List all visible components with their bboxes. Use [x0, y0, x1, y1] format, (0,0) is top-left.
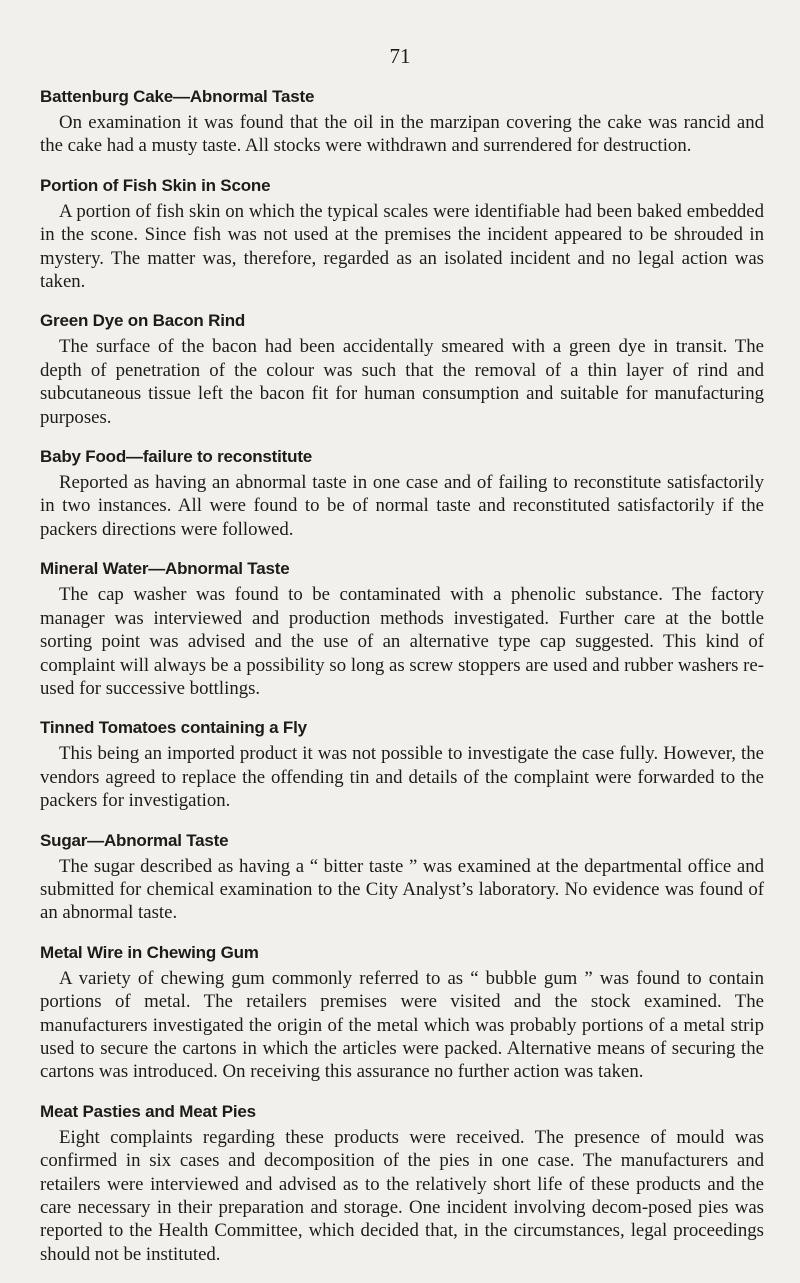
section-paragraph: This being an imported product it was not possible to investigate the case fully. However, the vendors agreed to replace the offending tin and details of the complaint were forwarded to the packers for investigation.	[40, 743, 764, 812]
section-battenburg-cake	[40, 86, 764, 158]
section-mineral-water	[40, 558, 764, 700]
section-paragraph: On examination it was found that the oil in the marzipan covering the cake was rancid and the cake had a musty taste. All stocks were withdrawn and surrendered for destruction.	[40, 112, 764, 157]
section-heading: Sugar—Abnormal Taste	[40, 830, 229, 850]
section-heading: Baby Food—failure to reconstitute	[40, 447, 313, 467]
section-paragraph: Eight complaints regarding these products were received. The presence of mould was confirmed in six cases and decomposition of the pies in one case. The manufacturers and retailers were interviewed and advised as to the relatively short life of these products and the care necessary in their preparation and storage. One incident involving decom-posed pies was reported to the Health Committee, which decided that, in the circumstances, legal proceedings should not be instituted.	[40, 1126, 764, 1265]
section-paragraph: The cap washer was found to be contaminated with a phenolic substance. The factory manager was interviewed and production methods investigated. Further care at the bottle sorting point was advised and the use of an alternative type cap suggested. This kind of complaint will always be a possibility so long as screw stoppers are used and rubber washers re-used for successive bottlings.	[40, 584, 764, 699]
section-paragraph: The sugar described as having a “ bitter taste ” was examined at the departmental office and submitted for chemical examination to the City Analyst’s laboratory. No evidence was found of an abnormal taste.	[40, 855, 764, 924]
section-sugar	[40, 830, 764, 925]
section-fish-skin-scone	[40, 175, 764, 294]
section-paragraph: Reported as having an abnormal taste in one case and of failing to reconstitute satisfactorily in two instances. All were found to be of normal taste and reconstituted satisfactorily if the packers directions were followed.	[40, 472, 764, 540]
section-baby-food	[40, 446, 764, 541]
section-heading: Tinned Tomatoes containing a Fly	[40, 718, 307, 738]
document-body	[40, 86, 764, 1283]
section-heading: Green Dye on Bacon Rind	[40, 311, 246, 331]
section-green-dye-bacon	[40, 310, 764, 429]
section-paragraph: A variety of chewing gum commonly referred to as “ bubble gum ” was found to contain portions of metal. The retailers premises were visited and the stock examined. The manufacturers investigated the origin of the metal which was probably portions of a metal strip used to secure the cartons in which the articles were packed. Alternative means of securing the cartons was introduced. On receiving this assurance no further action was taken.	[40, 967, 764, 1083]
section-heading: Battenburg Cake—Abnormal Taste	[40, 87, 315, 106]
section-paragraph: A portion of fish skin on which the typical scales were identifiable had been baked embedded in the scone. Since fish was not used at the premises the incident appeared to be shrouded in mystery. The matter was, therefore, regarded as an isolated incident and no legal action was taken.	[40, 200, 764, 293]
section-heading: Portion of Fish Skin in Scone	[40, 175, 271, 195]
section-chewing-gum	[40, 942, 764, 1084]
section-heading: Metal Wire in Chewing Gum	[40, 942, 259, 962]
section-tinned-tomatoes	[40, 717, 764, 812]
page-number: 71	[389, 44, 411, 68]
section-paragraph: The surface of the bacon had been accidentally smeared with a green dye in transit. The depth of penetration of the colour was such that the removal of a thin layer of rind and subcutaneous tissue left the bacon fit for human consumption and suitable for manufacturing purposes.	[40, 336, 764, 428]
section-meat-pasties	[40, 1101, 764, 1266]
section-heading: Mineral Water—Abnormal Taste	[40, 559, 290, 579]
section-heading: Meat Pasties and Meat Pies	[40, 1101, 256, 1121]
